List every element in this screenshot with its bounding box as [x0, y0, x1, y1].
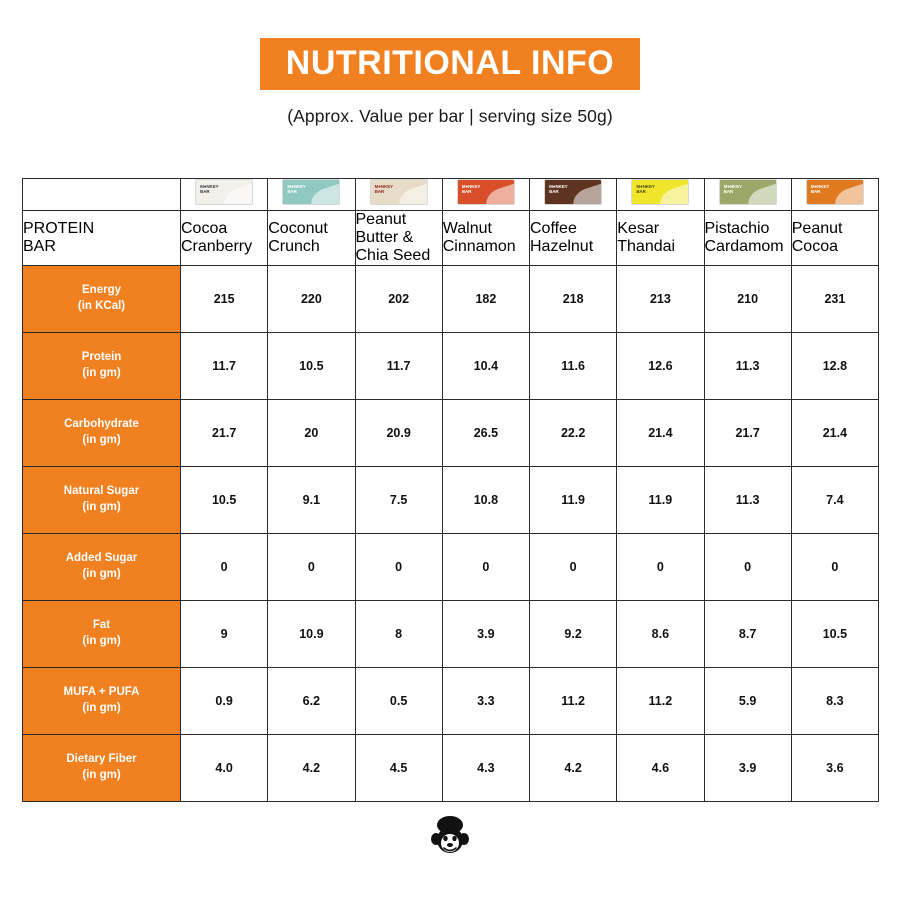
cell-fat-5: 8.6	[617, 601, 704, 668]
cell-natural-sugar-2: 7.5	[355, 467, 442, 534]
cell-protein-7: 12.8	[791, 333, 878, 400]
table-row	[23, 601, 879, 668]
cell-dietary-fiber-2: 4.5	[355, 735, 442, 802]
column-header-peanut-cocoa: Peanut Cocoa	[791, 211, 878, 266]
bar-image-walnut-cinnamon: M●NKEY BAR	[457, 179, 515, 205]
cell-fat-4: 9.2	[530, 601, 617, 668]
cell-carbohydrate-5: 21.4	[617, 400, 704, 467]
cell-dietary-fiber-1: 4.2	[268, 735, 355, 802]
cell-added-sugar-6: 0	[704, 534, 791, 601]
cell-added-sugar-3: 0	[442, 534, 529, 601]
cell-added-sugar-7: 0	[791, 534, 878, 601]
nutrition-table	[22, 178, 879, 802]
table-row	[23, 400, 879, 467]
product-image-cell-3	[442, 179, 529, 211]
product-image-row	[23, 179, 879, 211]
cell-fat-7: 10.5	[791, 601, 878, 668]
bar-image-kesar-thandai: M●NKEY BAR	[631, 179, 689, 205]
nutrition-table-wrapper	[22, 178, 878, 802]
cell-added-sugar-0: 0	[181, 534, 268, 601]
column-header-coffee-hazelnut: Coffee Hazelnut	[530, 211, 617, 266]
cell-fat-2: 8	[355, 601, 442, 668]
row-label-mufa-pufa: MUFA + PUFA (in gm)	[23, 668, 181, 735]
bar-image-cocoa-cranberry: M●NKEY BAR	[195, 179, 253, 205]
row-label-fat: Fat (in gm)	[23, 601, 181, 668]
table-corner-label: PROTEIN BAR	[23, 211, 181, 266]
cell-carbohydrate-3: 26.5	[442, 400, 529, 467]
cell-carbohydrate-6: 21.7	[704, 400, 791, 467]
cell-energy-5: 213	[617, 266, 704, 333]
cell-added-sugar-5: 0	[617, 534, 704, 601]
table-row	[23, 668, 879, 735]
row-label-energy: Energy (in KCal)	[23, 266, 181, 333]
column-header-cocoa-cranberry: Cocoa Cranberry	[181, 211, 268, 266]
footer	[0, 813, 900, 864]
cell-carbohydrate-4: 22.2	[530, 400, 617, 467]
cell-natural-sugar-3: 10.8	[442, 467, 529, 534]
table-row	[23, 534, 879, 601]
cell-natural-sugar-1: 9.1	[268, 467, 355, 534]
cell-dietary-fiber-7: 3.6	[791, 735, 878, 802]
cell-added-sugar-2: 0	[355, 534, 442, 601]
cell-energy-7: 231	[791, 266, 878, 333]
bar-image-coffee-hazelnut: M●NKEY BAR	[544, 179, 602, 205]
cell-energy-0: 215	[181, 266, 268, 333]
table-row	[23, 467, 879, 534]
row-label-protein: Protein (in gm)	[23, 333, 181, 400]
row-label-natural-sugar: Natural Sugar (in gm)	[23, 467, 181, 534]
column-header-walnut-cinnamon: Walnut Cinnamon	[442, 211, 529, 266]
cell-dietary-fiber-4: 4.2	[530, 735, 617, 802]
cell-mufa-pufa-2: 0.5	[355, 668, 442, 735]
cell-added-sugar-1: 0	[268, 534, 355, 601]
row-label-added-sugar: Added Sugar (in gm)	[23, 534, 181, 601]
cell-carbohydrate-0: 21.7	[181, 400, 268, 467]
product-image-cell-0	[181, 179, 268, 211]
page-header	[0, 0, 900, 127]
cell-mufa-pufa-0: 0.9	[181, 668, 268, 735]
bar-image-coconut-crunch: M●NKEY BAR	[282, 179, 340, 205]
row-label-dietary-fiber: Dietary Fiber (in gm)	[23, 735, 181, 802]
cell-natural-sugar-7: 7.4	[791, 467, 878, 534]
cell-protein-3: 10.4	[442, 333, 529, 400]
cell-dietary-fiber-0: 4.0	[181, 735, 268, 802]
cell-fat-3: 3.9	[442, 601, 529, 668]
table-row	[23, 266, 879, 333]
cell-protein-6: 11.3	[704, 333, 791, 400]
cell-energy-3: 182	[442, 266, 529, 333]
cell-protein-1: 10.5	[268, 333, 355, 400]
bar-image-pistachio-cardamom: M●NKEY BAR	[719, 179, 777, 205]
column-header-pistachio-cardamom: Pistachio Cardamom	[704, 211, 791, 266]
cell-dietary-fiber-3: 4.3	[442, 735, 529, 802]
cell-natural-sugar-5: 11.9	[617, 467, 704, 534]
table-row	[23, 333, 879, 400]
cell-mufa-pufa-5: 11.2	[617, 668, 704, 735]
cell-energy-2: 202	[355, 266, 442, 333]
cell-added-sugar-4: 0	[530, 534, 617, 601]
cell-energy-4: 218	[530, 266, 617, 333]
cell-energy-1: 220	[268, 266, 355, 333]
cell-natural-sugar-0: 10.5	[181, 467, 268, 534]
cell-carbohydrate-7: 21.4	[791, 400, 878, 467]
table-row	[23, 735, 879, 802]
product-image-cell-4	[530, 179, 617, 211]
row-label-carbohydrate: Carbohydrate (in gm)	[23, 400, 181, 467]
cell-fat-1: 10.9	[268, 601, 355, 668]
cell-natural-sugar-6: 11.3	[704, 467, 791, 534]
cell-energy-6: 210	[704, 266, 791, 333]
cell-mufa-pufa-4: 11.2	[530, 668, 617, 735]
cell-natural-sugar-4: 11.9	[530, 467, 617, 534]
bar-image-peanut-butter-chia-seed: M●NKEY BAR	[370, 179, 428, 205]
cell-protein-5: 12.6	[617, 333, 704, 400]
column-header-peanut-butter-chia-seed: Peanut Butter & Chia Seed	[355, 211, 442, 266]
cell-fat-0: 9	[181, 601, 268, 668]
cell-protein-4: 11.6	[530, 333, 617, 400]
cell-mufa-pufa-7: 8.3	[791, 668, 878, 735]
column-header-kesar-thandai: Kesar Thandai	[617, 211, 704, 266]
page-title: NUTRITIONAL INFO	[260, 38, 640, 90]
product-image-cell-1	[268, 179, 355, 211]
cell-protein-0: 11.7	[181, 333, 268, 400]
page-subtitle: (Approx. Value per bar | serving size 50g)	[287, 106, 613, 126]
cell-protein-2: 11.7	[355, 333, 442, 400]
column-header-coconut-crunch: Coconut Crunch	[268, 211, 355, 266]
product-image-cell-2	[355, 179, 442, 211]
cell-dietary-fiber-5: 4.6	[617, 735, 704, 802]
cell-carbohydrate-1: 20	[268, 400, 355, 467]
product-image-cell-6	[704, 179, 791, 211]
product-image-cell-5	[617, 179, 704, 211]
cell-carbohydrate-2: 20.9	[355, 400, 442, 467]
image-row-spacer	[23, 179, 181, 211]
table-header-row	[23, 211, 879, 266]
monkey-bar-logo	[427, 813, 473, 859]
bar-image-peanut-cocoa: M●NKEY BAR	[806, 179, 864, 205]
cell-mufa-pufa-1: 6.2	[268, 668, 355, 735]
cell-mufa-pufa-3: 3.3	[442, 668, 529, 735]
cell-mufa-pufa-6: 5.9	[704, 668, 791, 735]
cell-fat-6: 8.7	[704, 601, 791, 668]
cell-dietary-fiber-6: 3.9	[704, 735, 791, 802]
product-image-cell-7	[791, 179, 878, 211]
